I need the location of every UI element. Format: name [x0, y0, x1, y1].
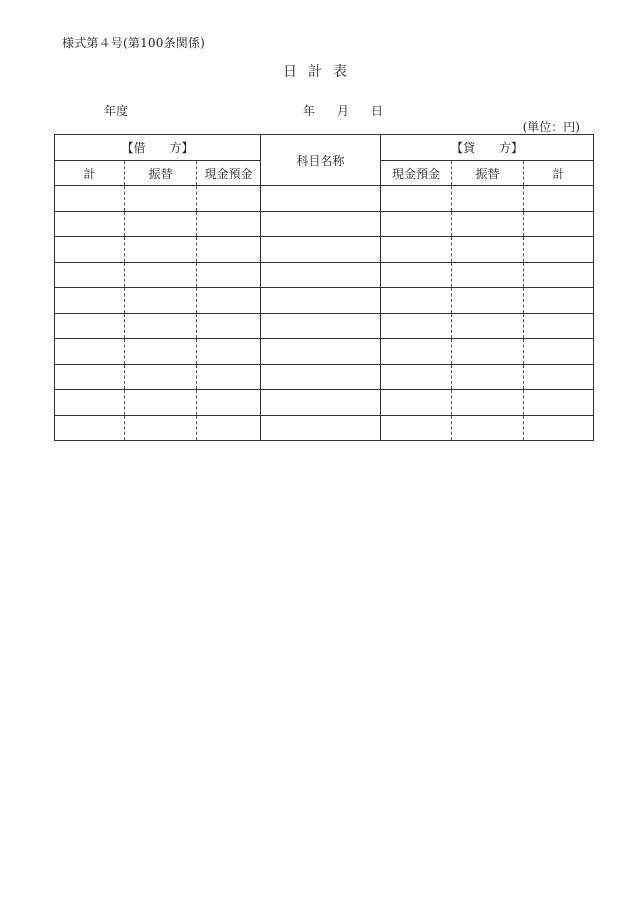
credit-cash-deposit-cell: [381, 211, 452, 237]
credit-total-cell: [524, 288, 594, 314]
credit-total-cell: [524, 390, 594, 416]
account-name-cell: [261, 313, 381, 339]
account-name-cell: [261, 339, 381, 365]
debit-cash-deposit-cell: [197, 186, 261, 212]
date-year-label: 年: [303, 104, 316, 118]
debit-cash-deposit-cell: [197, 262, 261, 288]
account-name-cell: [261, 364, 381, 390]
credit-cash-deposit-cell: [381, 237, 452, 263]
credit-transfer-cell: [452, 186, 524, 212]
debit-total-cell: [55, 339, 125, 365]
credit-total-cell: [524, 313, 594, 339]
credit-cash-deposit-cell: [381, 186, 452, 212]
credit-transfer-cell: [452, 364, 524, 390]
debit-total-cell: [55, 262, 125, 288]
credit-total-cell: [524, 415, 594, 441]
credit-cash-deposit-cell: [381, 364, 452, 390]
debit-total-cell: [55, 313, 125, 339]
credit-total-cell: [524, 262, 594, 288]
debit-total-cell: [55, 237, 125, 263]
debit-cash-deposit-header: 現金預金: [197, 161, 261, 186]
credit-transfer-cell: [452, 288, 524, 314]
debit-cash-deposit-cell: [197, 415, 261, 441]
date-month-label: 月: [337, 104, 350, 118]
debit-transfer-cell: [125, 415, 197, 441]
debit-total-cell: [55, 390, 125, 416]
table-row: [55, 339, 594, 365]
credit-total-cell: [524, 339, 594, 365]
credit-cash-deposit-cell: [381, 288, 452, 314]
account-name-cell: [261, 415, 381, 441]
debit-transfer-cell: [125, 313, 197, 339]
credit-cash-deposit-cell: [381, 313, 452, 339]
credit-cash-deposit-header: 現金預金: [381, 161, 452, 186]
debit-total-cell: [55, 364, 125, 390]
debit-cash-deposit-cell: [197, 339, 261, 365]
debit-transfer-cell: [125, 186, 197, 212]
credit-transfer-cell: [452, 211, 524, 237]
debit-transfer-cell: [125, 364, 197, 390]
account-name-cell: [261, 262, 381, 288]
table-group-header-row: [55, 135, 594, 161]
debit-transfer-cell: [125, 288, 197, 314]
credit-transfer-cell: [452, 237, 524, 263]
debit-transfer-cell: [125, 339, 197, 365]
debit-cash-deposit-cell: [197, 211, 261, 237]
table-body: [55, 186, 594, 441]
form-number: 様式第４号(第100条関係): [62, 36, 206, 50]
table-row: [55, 186, 594, 212]
debit-transfer-cell: [125, 390, 197, 416]
debit-cash-deposit-cell: [197, 288, 261, 314]
table-row: [55, 313, 594, 339]
table-row: [55, 390, 594, 416]
table-row: [55, 288, 594, 314]
debit-total-cell: [55, 288, 125, 314]
table-row: [55, 364, 594, 390]
credit-transfer-cell: [452, 339, 524, 365]
debit-total-header: 計: [55, 161, 125, 186]
credit-transfer-cell: [452, 262, 524, 288]
debit-header: 【借 方】: [55, 135, 261, 161]
fiscal-year-label: 年度: [104, 104, 129, 118]
daily-summary-table: [54, 134, 594, 441]
date-day-label: 日: [371, 104, 384, 118]
credit-total-cell: [524, 237, 594, 263]
account-name-cell: [261, 186, 381, 212]
credit-transfer-cell: [452, 313, 524, 339]
credit-cash-deposit-cell: [381, 390, 452, 416]
unit-note: (単位：円): [522, 120, 580, 134]
debit-total-cell: [55, 186, 125, 212]
credit-cash-deposit-cell: [381, 339, 452, 365]
document-title: 日計表: [283, 64, 358, 80]
account-name-header: 科目名称: [261, 135, 381, 186]
debit-total-cell: [55, 211, 125, 237]
credit-transfer-header: 振替: [452, 161, 524, 186]
credit-transfer-cell: [452, 415, 524, 441]
table-row: [55, 415, 594, 441]
debit-transfer-cell: [125, 237, 197, 263]
credit-total-cell: [524, 211, 594, 237]
account-name-cell: [261, 288, 381, 314]
account-name-cell: [261, 211, 381, 237]
credit-header: 【貸 方】: [381, 135, 594, 161]
account-name-cell: [261, 237, 381, 263]
credit-transfer-cell: [452, 390, 524, 416]
credit-cash-deposit-cell: [381, 415, 452, 441]
date-line: [303, 102, 383, 119]
table-row: [55, 237, 594, 263]
debit-cash-deposit-cell: [197, 313, 261, 339]
debit-cash-deposit-cell: [197, 237, 261, 263]
debit-transfer-header: 振替: [125, 161, 197, 186]
debit-cash-deposit-cell: [197, 364, 261, 390]
account-name-cell: [261, 390, 381, 416]
credit-cash-deposit-cell: [381, 262, 452, 288]
credit-total-cell: [524, 364, 594, 390]
debit-cash-deposit-cell: [197, 390, 261, 416]
debit-transfer-cell: [125, 211, 197, 237]
debit-transfer-cell: [125, 262, 197, 288]
table-row: [55, 211, 594, 237]
table-row: [55, 262, 594, 288]
credit-total-cell: [524, 186, 594, 212]
debit-total-cell: [55, 415, 125, 441]
credit-total-header: 計: [524, 161, 594, 186]
